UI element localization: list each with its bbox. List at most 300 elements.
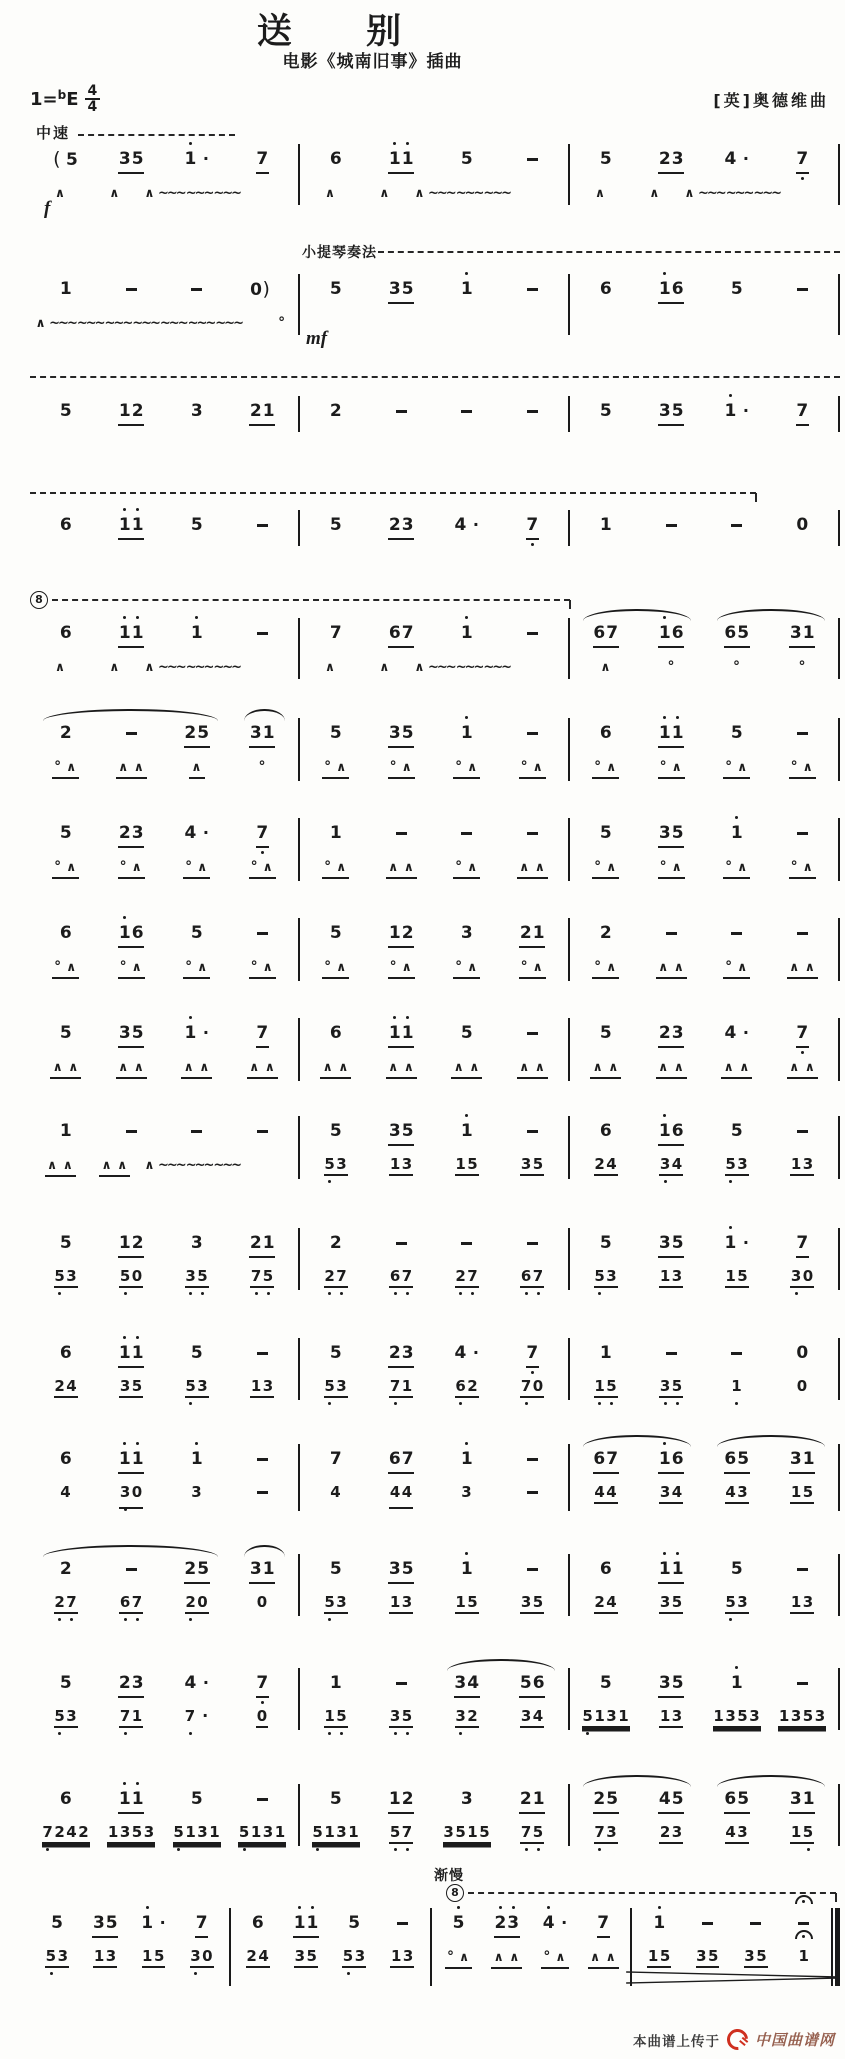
melody-beat [164, 1232, 230, 1258]
note-group [254, 514, 270, 540]
accomp-beat [573, 957, 639, 979]
note-group: 35 [658, 1232, 684, 1258]
melody-beat [770, 148, 836, 174]
note-group: 15 [647, 1947, 671, 1968]
melody-beat [573, 148, 639, 174]
note-group: 44 [389, 1483, 413, 1509]
note-group: 15 [455, 1593, 479, 1614]
note-group: 7 [195, 1912, 208, 1938]
accomp-beat [33, 757, 99, 779]
accomp-beat [573, 1267, 639, 1288]
accompaniment-row [303, 757, 565, 779]
octave-dot-above [499, 1906, 502, 1909]
melody-beat [330, 1912, 378, 1938]
note-group: 35 [744, 1947, 768, 1968]
accomp-beat [780, 1947, 828, 1968]
note-group: 5 131 [312, 1823, 360, 1844]
note-group: 1 1 [118, 622, 144, 648]
octave-dot-above [393, 1016, 396, 1019]
note-group: 24 [594, 1593, 618, 1614]
accomp-beat [500, 757, 566, 779]
melody-beat [378, 1912, 426, 1938]
note-group: 5 [329, 1559, 342, 1579]
melody-row [573, 922, 835, 948]
octave-dot-below [795, 1292, 798, 1295]
accomp-beat [511, 183, 565, 203]
measure [570, 1342, 838, 1398]
note-group: 7 1 [119, 1707, 143, 1728]
note-group [254, 1342, 270, 1368]
measure [30, 1120, 298, 1177]
accompaniment-row [573, 1057, 835, 1079]
note-group: 15 [725, 1267, 749, 1288]
accomp-beat [483, 1947, 531, 1969]
melody-row [303, 922, 565, 948]
note-group: 1 [59, 1121, 72, 1141]
note-group [254, 1120, 270, 1146]
note-group: 7 · [184, 1707, 209, 1728]
accomp-beat [33, 1057, 99, 1079]
note-group: ∧ [324, 659, 336, 674]
melody-beat [770, 822, 836, 848]
note-group [189, 1120, 205, 1146]
accomp-beat [500, 1483, 566, 1509]
note-group: 3 [461, 1483, 473, 1501]
octave-dot-below [70, 1618, 73, 1621]
octave-dot-above [146, 1906, 149, 1909]
note-group: 7 242 [42, 1823, 90, 1844]
melody-beat [369, 1022, 435, 1048]
melody-beat [704, 1342, 770, 1368]
accomp-beat [241, 657, 295, 677]
melody-beat [369, 400, 435, 426]
note-group: 6 [59, 1343, 72, 1363]
measure [300, 148, 568, 203]
note-group [459, 400, 475, 426]
accomp-beat [369, 1267, 435, 1288]
note-group: 1 [730, 1672, 743, 1698]
accomp-beat [770, 1823, 836, 1844]
note-group: 1 1 [388, 1022, 414, 1048]
melody-beat [770, 1448, 836, 1474]
measure [30, 148, 298, 203]
melody-row [573, 1120, 835, 1146]
note-group: 67 [388, 1448, 414, 1474]
note-group: ° ∧ [388, 757, 415, 779]
accomp-beat [269, 313, 295, 333]
note-group: 5 [599, 149, 612, 169]
measure [30, 622, 298, 677]
slur-arc [583, 1775, 690, 1787]
measure-line [30, 1912, 840, 1984]
accompaniment-row [573, 183, 835, 203]
note-group: ° [278, 315, 286, 331]
accomp-beat [230, 1377, 296, 1398]
note-group: 1353 [778, 1707, 826, 1728]
melody-beat [33, 1342, 99, 1368]
melody-row [573, 1558, 835, 1584]
melody-beat [573, 1232, 639, 1258]
note-group: ∧ ∧ [451, 1057, 482, 1079]
measure [300, 1558, 568, 1614]
note-group: 5 3 [342, 1947, 366, 1968]
note-group [123, 278, 139, 304]
note-group: 6 [599, 279, 612, 299]
accomp-beat [241, 1155, 295, 1177]
accompaniment-row [33, 957, 295, 979]
note-group: 2 0 [185, 1593, 209, 1614]
accomp-beat [434, 1593, 500, 1614]
melody-row [303, 1788, 565, 1814]
note-group: ° ∧ [322, 757, 349, 779]
measure-line [30, 722, 840, 779]
note-group: 5 3 [54, 1707, 78, 1728]
melody-beat [230, 514, 296, 540]
note-group: 25 [184, 722, 210, 748]
accomp-beat [639, 1593, 705, 1614]
accomp-beat [33, 1707, 99, 1728]
note-group: 0 [256, 1593, 268, 1611]
note-group: 6 [251, 1913, 264, 1933]
octave-dot-below [328, 1180, 331, 1183]
measure-line [30, 1342, 840, 1398]
accompaniment-row [303, 1483, 565, 1509]
melody-beat [683, 1912, 731, 1938]
melody-beat [770, 1558, 836, 1584]
melody-beat [573, 1120, 639, 1146]
barline [838, 818, 840, 881]
octave-dot-above [123, 916, 126, 919]
melody-beat [33, 722, 99, 748]
note-group: ° ∧ [789, 757, 816, 779]
accompaniment-row [234, 1947, 427, 1968]
accomp-beat [178, 1947, 226, 1968]
note-group: 1353 [107, 1823, 155, 1844]
accomp-beat [99, 1823, 165, 1844]
barline [838, 274, 840, 335]
accomp-beat [164, 1593, 230, 1614]
melody-beat [639, 1672, 705, 1698]
melody-row [303, 1342, 565, 1368]
melody-beat [500, 1232, 566, 1258]
accomp-beat [33, 183, 87, 203]
note-group: 1 [190, 622, 203, 648]
melody-beat [230, 1558, 296, 1584]
measure [570, 278, 838, 333]
accompaniment-row [303, 1267, 565, 1288]
composer-credit: [英]奥德维曲 [713, 91, 829, 110]
melody-beat [434, 1558, 500, 1584]
note-group: 1 [460, 622, 473, 648]
accomp-beat [303, 657, 357, 677]
melody-beat [164, 148, 230, 174]
melody-beat [500, 1120, 566, 1146]
melody-beat [303, 1022, 369, 1048]
melody-beat [434, 722, 500, 748]
melody-beat [573, 1788, 639, 1814]
accomp-beat [87, 657, 141, 677]
accomp-beat [303, 857, 369, 879]
octave-dot-above [406, 1016, 409, 1019]
accomp-beat [33, 1267, 99, 1288]
note-group: ∧ ∧ [787, 1057, 818, 1079]
note-group [459, 822, 475, 848]
octave-dot-below [406, 1732, 409, 1735]
measure-line [30, 1120, 840, 1177]
melody-row [573, 1788, 835, 1814]
accomp-beat [132, 313, 243, 333]
note-group: 3 2 [455, 1707, 479, 1728]
score-system [30, 514, 840, 544]
note-group: 0 [256, 1707, 268, 1728]
barline [838, 144, 840, 205]
melody-beat [164, 1448, 230, 1474]
melody-beat [303, 1448, 369, 1474]
barline [838, 1444, 840, 1511]
melody-beat [33, 822, 99, 848]
accomp-beat [303, 1593, 369, 1614]
octave-dot-below [525, 1402, 528, 1405]
note-group [794, 1672, 810, 1698]
melody-beat [704, 1120, 770, 1146]
note-group: 13 [790, 1155, 814, 1176]
note-group: 35 [696, 1947, 720, 1968]
accomp-beat [230, 1823, 296, 1844]
accomp-beat [573, 657, 639, 677]
accomp-beat [142, 657, 241, 677]
note-group: 5 [730, 1121, 743, 1141]
octave-dot-below [58, 1732, 61, 1735]
note-group: 1353 [713, 1707, 761, 1728]
melody-beat [500, 1022, 566, 1048]
octave-dot-below [194, 1972, 197, 1975]
score-system [30, 1672, 840, 1728]
note-group: 43 [725, 1823, 749, 1844]
accomp-beat [639, 1377, 705, 1398]
note-group: 7 3 [594, 1823, 618, 1844]
note-group: ∧ ∧ [320, 1057, 351, 1079]
note-group: 13 [659, 1267, 683, 1288]
note-group [794, 1558, 810, 1584]
accomp-beat [303, 1483, 369, 1509]
melody-beat [500, 1558, 566, 1584]
melody-beat [303, 148, 369, 174]
note-group [794, 278, 810, 304]
accomp-beat [770, 857, 836, 879]
note-group: 35 [658, 400, 684, 426]
octave-dot-above [136, 1782, 139, 1785]
note-group: 67 [593, 1448, 619, 1474]
measure [570, 1672, 838, 1728]
note-group: 1 [730, 822, 743, 848]
note-group: ° ∧ [453, 957, 480, 979]
note-group: 6 [599, 723, 612, 743]
footer-upload-text: 本曲谱上传于 [632, 2033, 720, 2050]
note-group: 35 [388, 1120, 414, 1146]
accomp-beat [635, 1947, 683, 1968]
note-group: 45 [658, 1788, 684, 1814]
accomp-beat [573, 1483, 639, 1504]
octave-dot-below [328, 1402, 331, 1405]
accompaniment-row [33, 1593, 295, 1614]
melody-beat [704, 1448, 770, 1474]
melody-beat [164, 1788, 230, 1814]
note-group: ∧ ∧ [181, 1057, 212, 1079]
melody-beat [579, 1912, 627, 1938]
note-group: 5 [190, 1343, 203, 1363]
melody-beat [303, 1342, 369, 1368]
accompaniment-row [33, 1377, 295, 1398]
melody-row [573, 1448, 835, 1474]
note-group: 1 1 [658, 1558, 684, 1584]
melody-beat [770, 278, 836, 304]
note-group: ° ∧ [388, 957, 415, 979]
octave-dot-below [201, 1292, 204, 1295]
measure [300, 1022, 568, 1079]
melody-beat [230, 822, 296, 848]
melody-row [33, 1912, 226, 1938]
melody-beat [303, 1120, 369, 1146]
note-group: 1 · [724, 400, 749, 426]
site-logo-icon [723, 2025, 753, 2055]
note-group: 13 [390, 1947, 414, 1968]
measure [30, 822, 298, 879]
octave-dot-above [311, 1906, 314, 1909]
note-group: 7 [796, 148, 809, 174]
octave-dot-above [663, 1552, 666, 1555]
melody-beat [230, 1120, 296, 1146]
score-system [30, 922, 840, 979]
note-group: 1 6 [658, 278, 684, 304]
note-group [393, 1232, 409, 1258]
accomp-beat [303, 1267, 369, 1288]
note-group [394, 1912, 410, 1938]
melody-beat [33, 1022, 99, 1048]
melody-row [33, 400, 295, 426]
note-group: 13 [790, 1593, 814, 1614]
melody-beat [33, 1912, 81, 1938]
melody-row [573, 622, 835, 648]
barline [838, 1116, 840, 1179]
melody-beat [639, 1788, 705, 1814]
accomp-beat [500, 1057, 566, 1079]
barline [838, 1784, 840, 1846]
note-group: ° ∧ [322, 957, 349, 979]
score-system [30, 400, 840, 430]
note-group: 7 5 [520, 1823, 544, 1844]
note-group: 31 [249, 1558, 275, 1584]
accomp-beat [639, 1823, 705, 1844]
accomp-beat [230, 1267, 296, 1288]
accompaniment-row [573, 1155, 835, 1176]
note-group: ∧ ~~~~~~~~~ [144, 1157, 241, 1173]
note-group: 7 0 [520, 1377, 544, 1398]
melody-beat [369, 1448, 435, 1474]
melody-beat [303, 722, 369, 748]
octave-dot-above [123, 1442, 126, 1445]
melody-beat [639, 1448, 705, 1474]
octave-dot-below [537, 1292, 540, 1295]
footer [633, 2029, 835, 2050]
accomp-beat [573, 1823, 639, 1844]
note-group [794, 822, 810, 848]
accomp-beat [704, 1483, 770, 1504]
melody-beat [369, 922, 435, 948]
octave-dot-above [136, 1442, 139, 1445]
octave-dot-below [124, 1292, 127, 1295]
melody-beat [704, 148, 770, 174]
note-group: ° ∧ [118, 857, 145, 879]
note-group: 5 [730, 1559, 743, 1579]
melody-beat [234, 1912, 282, 1938]
octave-dot-below [586, 1732, 589, 1735]
accompaniment-row [303, 1707, 565, 1728]
note-group: 5 3 [594, 1267, 618, 1288]
melody-beat [164, 722, 230, 748]
melody-row [573, 400, 835, 426]
measure-line [30, 400, 840, 430]
octave-dot-above [663, 1114, 666, 1117]
note-group: 3 5 [659, 1377, 683, 1398]
note-group: ∧ [54, 185, 66, 200]
note-group: ° ∧ [183, 957, 210, 979]
melody-beat [770, 1788, 836, 1814]
melody-beat [639, 400, 705, 426]
melody-beat [99, 822, 165, 848]
accomp-beat [434, 1057, 500, 1079]
note-group: 5 3 [185, 1377, 209, 1398]
accomp-beat [230, 1707, 296, 1728]
note-group: 34 [520, 1707, 544, 1728]
melody-row [303, 622, 565, 648]
melody-beat [500, 1672, 566, 1698]
octave-dot-below [340, 1292, 343, 1295]
octave-dot-below [394, 1292, 397, 1295]
accomp-beat [683, 1947, 731, 1968]
note-group: 21 [519, 922, 545, 948]
note-group: 1 1 [118, 1788, 144, 1814]
melody-beat [639, 922, 705, 948]
note-group: ∧ ~~~~~~~~~ [414, 659, 511, 675]
note-group: ∧ ∧ [45, 1155, 76, 1177]
accomp-beat [412, 657, 511, 677]
accomp-beat [682, 183, 781, 203]
melody-beat [303, 822, 369, 848]
note-group: 4 · [184, 823, 209, 843]
note-group: ∧ ∧ [116, 757, 147, 779]
accomp-beat [303, 1707, 369, 1728]
melody-row [33, 622, 295, 648]
accompaniment-row [573, 1267, 835, 1288]
barline [838, 1338, 840, 1400]
note-group: 1 · [724, 1232, 749, 1258]
note-group: ° ∧ [723, 957, 750, 979]
note-group: ° ∧ [592, 757, 619, 779]
dashed-extension-line [30, 376, 840, 378]
octave-dot-below [136, 1618, 139, 1621]
melody-beat [230, 1342, 296, 1368]
melody-beat [704, 278, 770, 304]
accompaniment-row [303, 957, 565, 979]
accompaniment-row [573, 1707, 835, 1728]
note-group: 3 [460, 923, 473, 943]
accomp-beat [303, 957, 369, 979]
note-group: 5 [190, 923, 203, 943]
note-group: 44 [594, 1483, 618, 1504]
accomp-beat [241, 183, 295, 203]
melody-row [303, 278, 565, 304]
measure-line [30, 822, 840, 879]
